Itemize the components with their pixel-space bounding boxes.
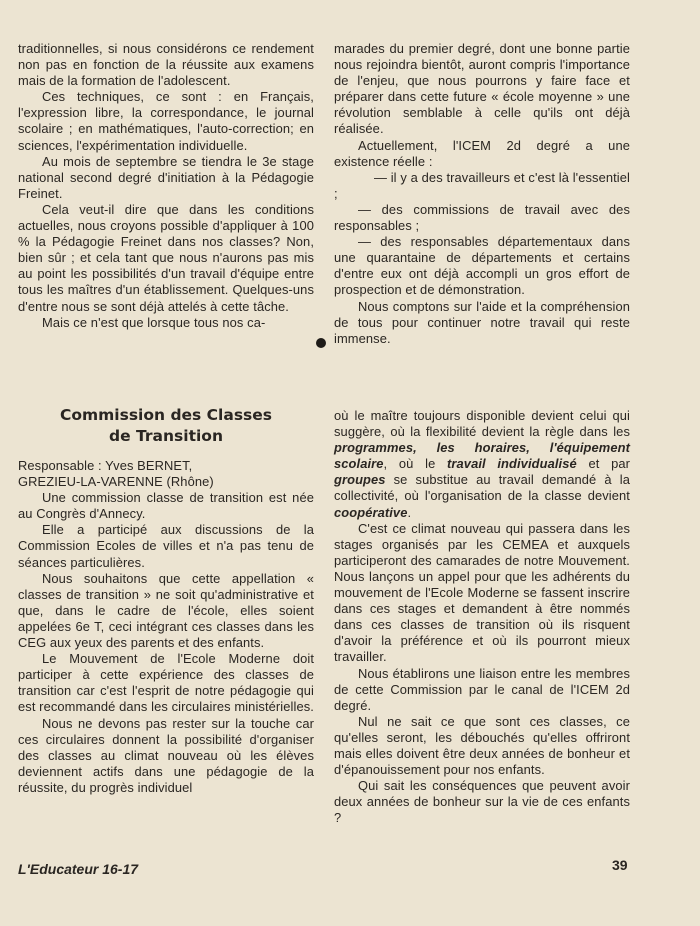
paragraph: Qui sait les conséquences que peuvent avoir deux années de bonheur sur la vie de ces enfants ? bbox=[334, 778, 630, 826]
list-item: — des commissions de travail avec des responsables ; bbox=[334, 201, 630, 234]
emphasis-text: travail individualisé bbox=[447, 456, 577, 472]
paragraph: Mais ce n'est que lorsque tous nos ca- bbox=[42, 314, 266, 330]
paragraph: Elle a participé aux discussions de la Commission Ecoles de villes et n'a pas tenu de séances particulières. bbox=[18, 522, 314, 570]
page-number: 39 bbox=[612, 857, 628, 873]
emphasis-text: coopérative bbox=[334, 504, 408, 520]
column-left-bottom bbox=[18, 458, 314, 796]
section-heading bbox=[18, 405, 314, 447]
paragraph: Cela veut-il dire que dans les conditions actuelles, nous croyons possible d'appliquer à 100 % la Pédagogie Freinet dans nos classes? Non, bien sûr ; et cela tant que nous n'aurons pas mis au point les possibilités d'un travail d'équipe entre tous les maîtres d'un établissement. Quelques-uns d'entre nous se sont déjà attelés à cette tâche. bbox=[18, 201, 314, 314]
text-run: , où le bbox=[383, 456, 448, 472]
list-item: — il y a des travailleurs et c'est là l'essentiel ; bbox=[334, 169, 630, 201]
text-run: se substitue au travail demandé à la collectivité, où l'organisation de la classe devient bbox=[334, 472, 630, 504]
paragraph: Le Mouvement de l'Ecole Moderne doit participer à cette expérience des classes de transition car c'est l'esprit de notre pédagogie qui est recommandé dans les circulaires ministérielles. bbox=[18, 651, 314, 715]
text-run: et par bbox=[576, 456, 630, 472]
emphasis-text: programmes, les horaires, l'équipement scolaire bbox=[334, 440, 630, 472]
column-right-top bbox=[334, 41, 630, 347]
text-run: . bbox=[407, 504, 412, 520]
section-title-line2: de Transition bbox=[109, 427, 223, 445]
paragraph: Actuellement, l'ICEM 2d degré a une existence réelle : bbox=[334, 137, 630, 169]
paragraph: Nous établirons une liaison entre les membres de cette Commission par le canal de l'ICEM 2d degré. bbox=[334, 665, 630, 713]
location-line: GREZIEU-LA-VARENNE (Rhône) bbox=[18, 474, 214, 490]
paragraph: marades du premier degré, dont une bonne partie nous rejoindra bientôt, auront compris l'importance de l'enjeu, que nous pourrons y faire face et préparer dans cette future « école moyenne » une révolution semblable à celle qu'ils ont déjà réalisée. bbox=[334, 41, 630, 137]
column-right-bottom bbox=[334, 408, 630, 826]
paragraph: Une commission classe de transition est née au Congrès d'Annecy. bbox=[18, 490, 314, 522]
journal-footer: L'Educateur 16-17 bbox=[18, 861, 139, 877]
paragraph: Ces techniques, ce sont : en Français, l'expression libre, la correspondance, le journal scolaire ; en mathématiques, l'auto-correction; en sciences, l'expérimentation individuelle. bbox=[18, 89, 314, 153]
section-title-line1: Commission des Classes bbox=[59, 406, 273, 424]
paragraph: Au mois de septembre se tiendra le 3e stage national second degré d'initiation à la Pédagogie Freinet. bbox=[18, 153, 314, 201]
text-run: où le maître toujours disponible devient celui qui suggère, où la flexibilité devient la règle dans les bbox=[334, 408, 630, 440]
emphasis-text: groupes bbox=[334, 472, 386, 488]
paragraph: Nul ne sait ce que sont ces classes, ce qu'elles seront, les débouchés qu'elles offriront mais elles doivent être deux années de bonheur et d'épanouissement pour nos enfants. bbox=[334, 713, 630, 778]
paragraph bbox=[334, 408, 630, 521]
paragraph: Nous ne devons pas rester sur la touche car ces circulaires donnent la possibilité d'organiser des classes au climat nouveau où les élèves deviennent actifs dans une pédagogie de la réussite, du progrès individuel bbox=[18, 715, 314, 795]
paragraph: Nous comptons sur l'aide et la compréhension de tous pour continuer notre travail qui reste immense. bbox=[334, 298, 630, 346]
column-left-top bbox=[18, 41, 314, 331]
bullet-separator bbox=[316, 338, 326, 348]
paragraph: Nous souhaitons que cette appellation « classes de transition » ne soit qu'administrative et que, dans le cadre de l'école, elles soient appelées 6e T, ceci intégrant ces classes dans les CEG aux yeux des parents et des enfants. bbox=[18, 570, 314, 651]
paragraph: C'est ce climat nouveau qui passera dans les stages organisés par les CEMEA et auxquels participeront des camarades de notre Mouvement. Nous lançons un appel pour que les adhérents du mouvement de l'Ecole Moderne se fassent inscrire dans ces stages et demandent à être nommés dans ces classes de transition où ils risquent d'avoir la préférence et où ils pourront mieux travailler. bbox=[334, 520, 630, 665]
responsable-line: Responsable : Yves BERNET, bbox=[18, 458, 193, 473]
paragraph: traditionnelles, si nous considérons ce rendement non pas en fonction de la réussite aux examens mais de la formation de l'adolescent. bbox=[18, 41, 314, 89]
list-item: — des responsables départementaux dans une quarantaine de départements et certains d'entre eux ont déjà accompli un gros effort de prospection et de démonstration. bbox=[334, 234, 630, 298]
